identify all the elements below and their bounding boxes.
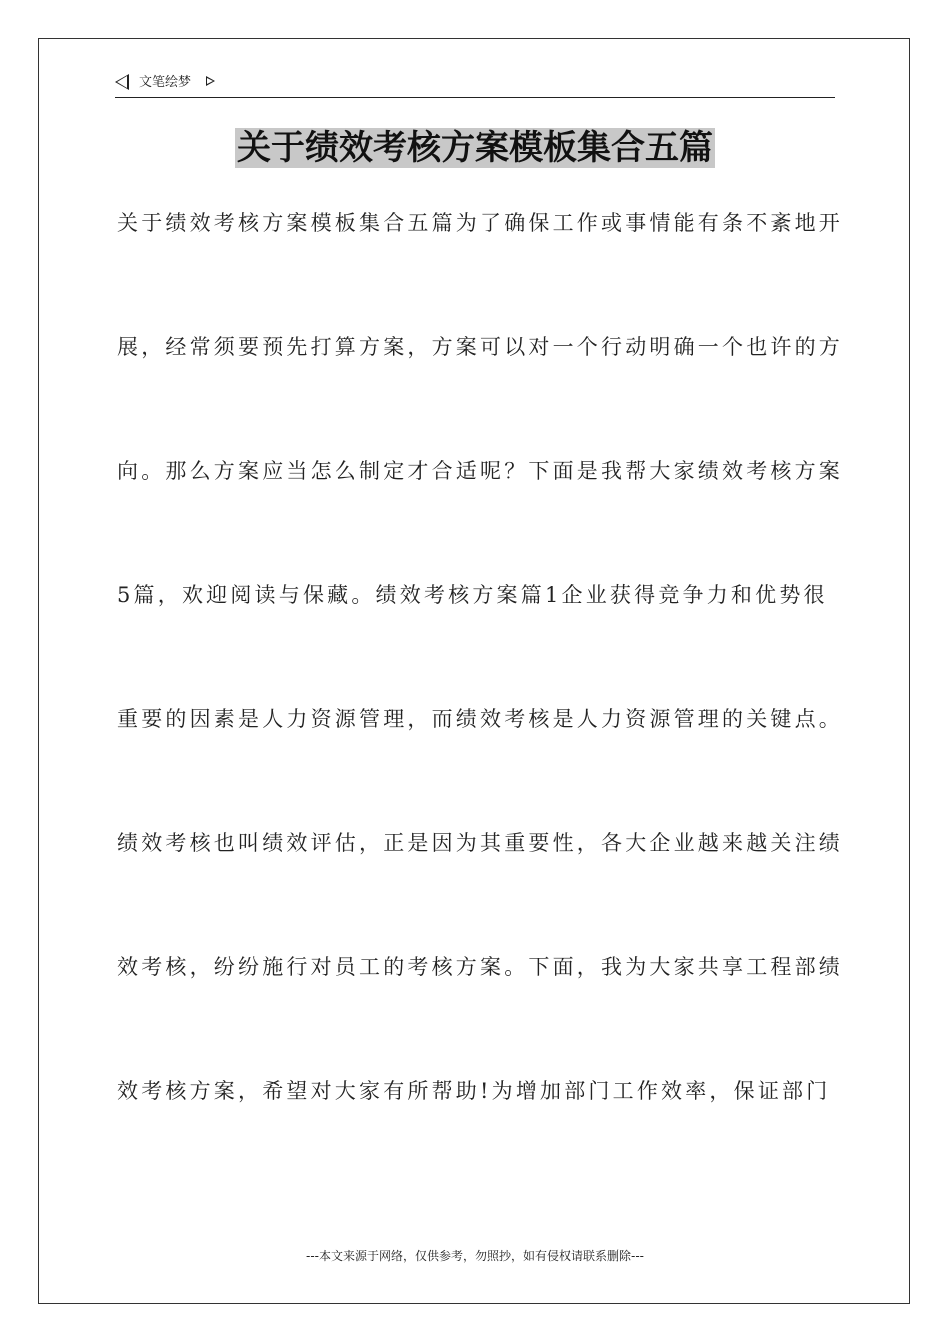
body-line: 5篇，欢迎阅读与保藏。绩效考核方案篇1企业获得竞争力和优势很 (117, 583, 828, 607)
triangle-left-icon (115, 74, 129, 90)
document-body (117, 207, 843, 1199)
header-brand-text: 文笔绘梦 (139, 75, 192, 90)
body-line: 展，经常须要预先打算方案，方案可以对一个行动明确一个也许的方 (117, 335, 843, 359)
document-title: 关于绩效考核方案模板集合五篇 (237, 128, 713, 168)
body-line: 效考核方案，希望对大家有所帮助!为增加部门工作效率，保证部门 (117, 1079, 831, 1103)
body-line: 绩效考核也叫绩效评估，正是因为其重要性，各大企业越来越关注绩 (117, 831, 843, 855)
title-container (0, 128, 950, 168)
body-line: 效考核，纷纷施行对员工的考核方案。下面，我为大家共享工程部绩 (117, 955, 843, 979)
triangle-right-icon (206, 76, 215, 86)
body-line: 向。那么方案应当怎么制定才合适呢？下面是我帮大家绩效考核方案 (117, 459, 843, 483)
body-line: 关于绩效考核方案模板集合五篇为了确保工作或事情能有条不紊地开 (117, 211, 843, 235)
page-footer: ---本文来源于网络，仅供参考，勿照抄，如有侵权请联系删除--- (306, 1249, 644, 1263)
page-header (115, 70, 835, 98)
body-line: 重要的因素是人力资源管理，而绩效考核是人力资源管理的关键点。 (117, 707, 843, 731)
